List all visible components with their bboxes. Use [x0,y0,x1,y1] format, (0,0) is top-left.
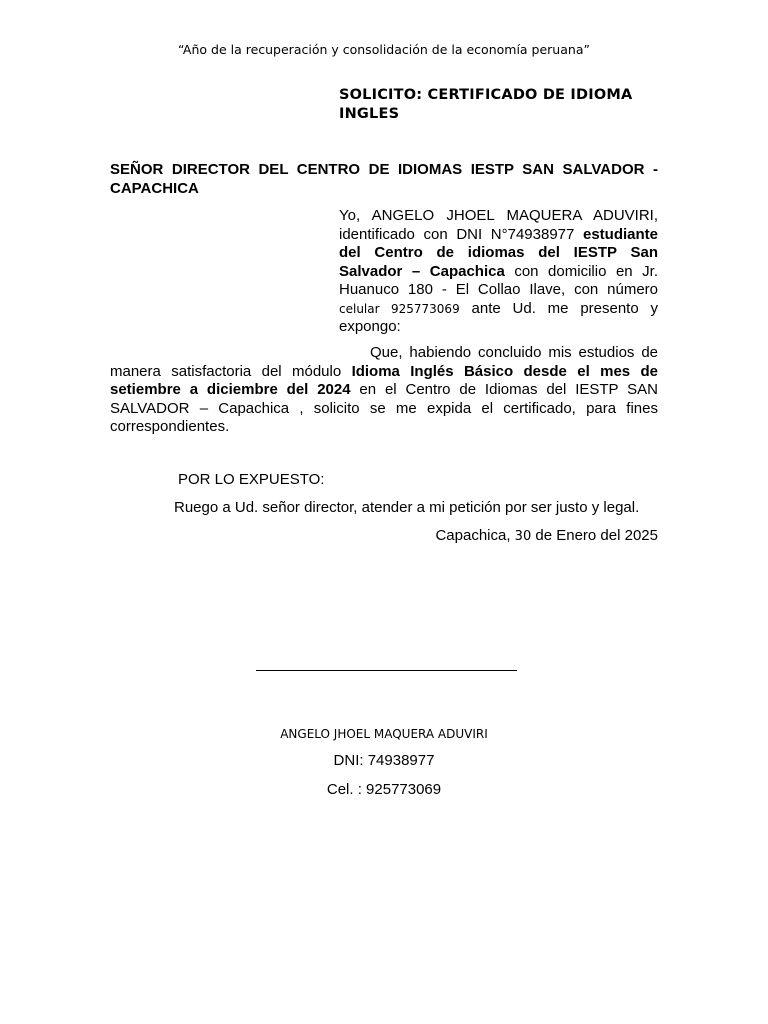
intro-phone: celular 925773069 [339,301,460,316]
body-text-1: Que, habiendo concluido mis estudios de manera satisfactoria del módulo [110,344,658,380]
addressee: SEÑOR DIRECTOR DEL CENTRO DE IDIOMAS IESTP SAN SALVADOR - CAPACHICA [110,161,658,197]
date-rest: de Enero del 2025 [531,527,658,544]
body-bold-module: Idioma Inglés Básico desde el mes de setiembre a diciembre del 2024 [110,362,658,398]
request-subject: SOLICITO: CERTIFICADO DE IDIOMA INGLES [339,87,633,122]
intro-text-2: con domicilio en Jr. Huanuco 180 - El Collao Ilave, con número [339,262,658,298]
intro-text-1: Yo, ANGELO JHOEL MAQUERA ADUVIRI, identificado con DNI N°74938977 [339,207,658,243]
por-lo-expuesto: POR LO EXPUESTO: [178,471,325,488]
body-paragraph [110,344,658,437]
signature-name: ANGELO JHOEL MAQUERA ADUVIRI [280,727,488,741]
header-motto: “Año de la recuperación y consolidación de la economía peruana” [178,42,590,57]
date-day: 30 [514,529,532,544]
signature-line [256,670,517,671]
date-place: Capachica, [435,527,515,544]
petition-line: Ruego a Ud. señor director, atender a mi petición por ser justo y legal. [174,499,640,516]
intro-paragraph [339,207,658,337]
intro-bold-student: estudiante del Centro de idiomas del IESTP San Salvador – Capachica [339,225,658,280]
body-text-2: en el Centro de Idiomas del IESTP SAN SALVADOR – Capachica , solicito se me expida el certificado, para fines correspondientes. [110,381,658,435]
intro-text-3: ante Ud. me presento y expongo: [339,299,658,335]
date-line [435,527,658,544]
signature-dni: DNI: 74938977 [333,752,435,769]
signature-cel: Cel. : 925773069 [326,781,442,798]
